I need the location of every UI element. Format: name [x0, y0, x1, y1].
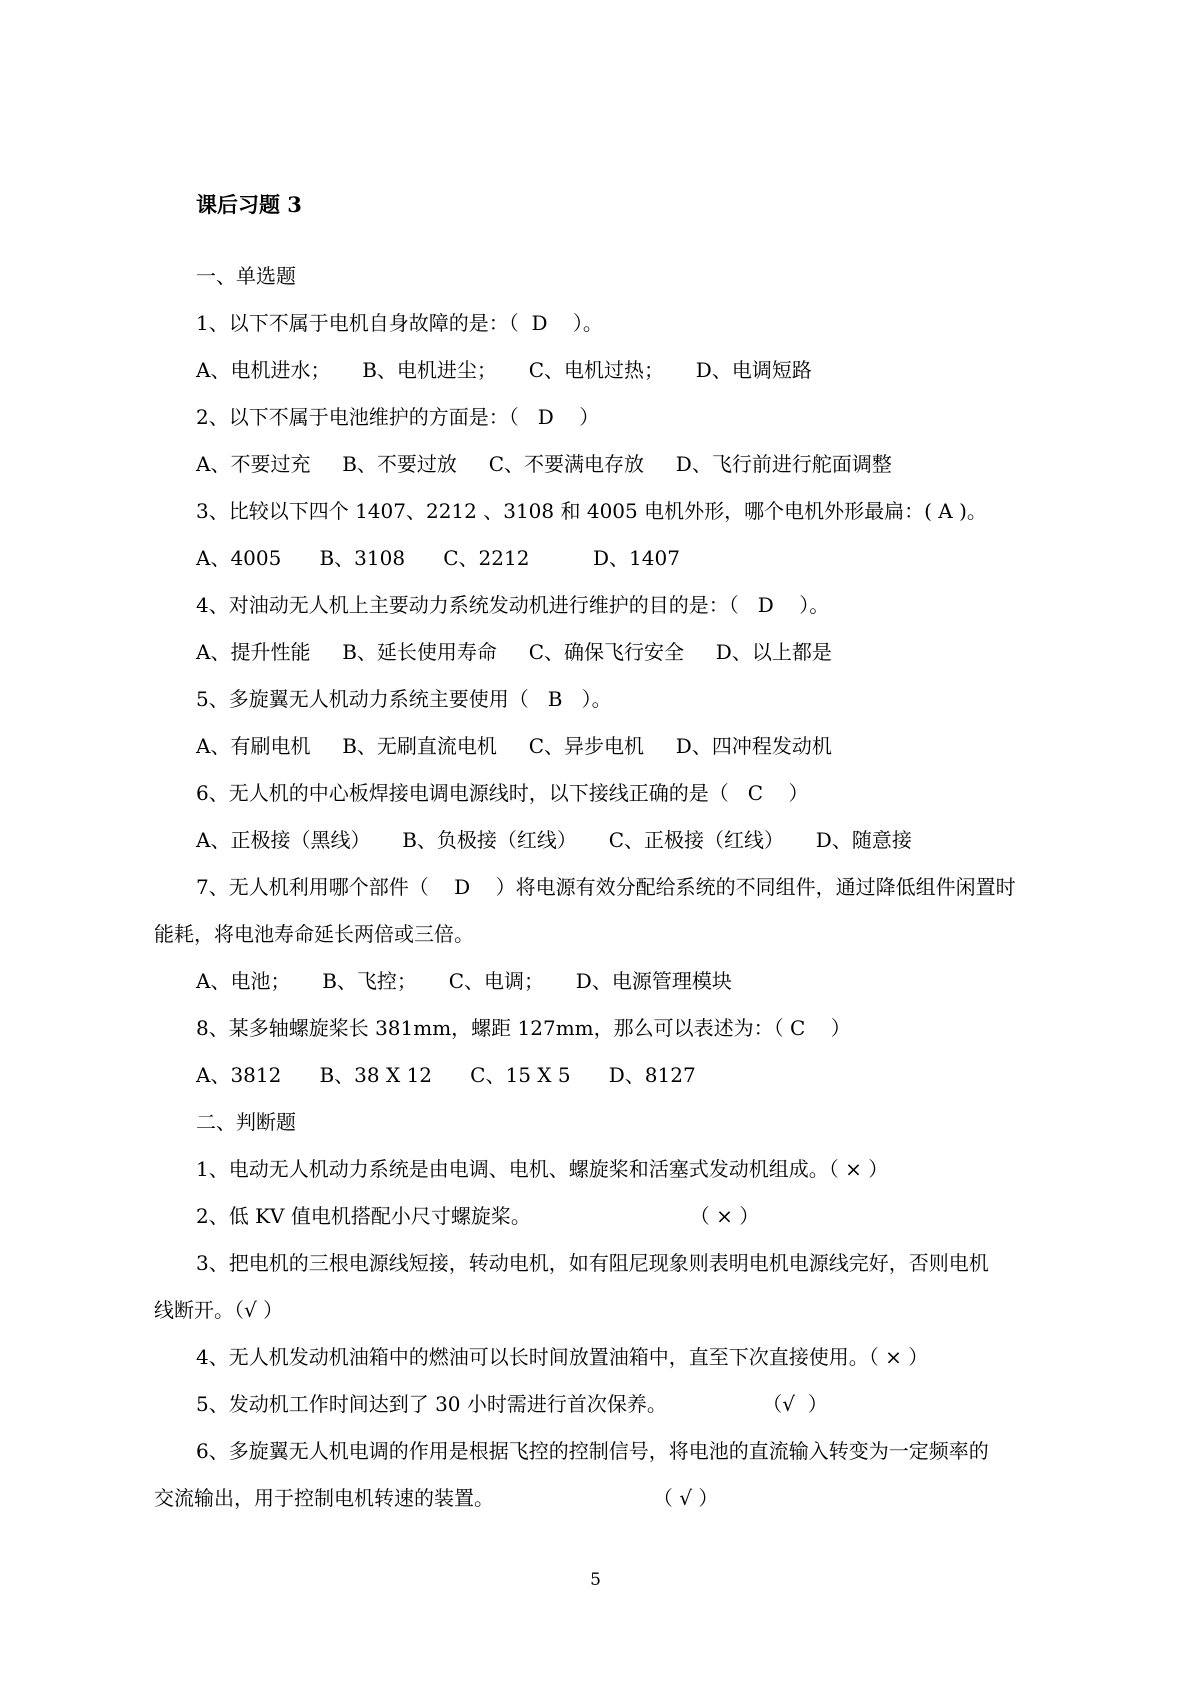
- section-heading-single-choice: 一、单选题: [196, 264, 296, 288]
- judgment-6-line-1: 6、多旋翼无人机电调的作用是根据飞控的控制信号，将电池的直流输入转变为一定频率的: [196, 1439, 989, 1463]
- question-4-options: A、提升性能 B、延长使用寿命 C、确保飞行安全 D、以上都是: [196, 640, 832, 664]
- judgment-3-line-1: 3、把电机的三根电源线短接，转动电机，如有阻尼现象则表明电机电源线完好，否则电机: [196, 1251, 989, 1275]
- page-title: 课后习题 3: [196, 192, 302, 217]
- question-7-line-1: 7、无人机利用哪个部件（ D ）将电源有效分配给系统的不同组件，通过降低组件闲置时: [196, 875, 1016, 899]
- question-5-options: A、有刷电机 B、无刷直流电机 C、异步电机 D、四冲程发动机: [196, 734, 832, 758]
- question-6-options: A、正极接（黑线） B、负极接（红线） C、正极接（红线） D、随意接: [196, 828, 912, 852]
- question-3-options: A、4005 B、3108 C、2212 D、1407: [196, 546, 680, 570]
- question-8-options: A、3812 B、38 X 12 C、15 X 5 D、8127: [196, 1063, 696, 1087]
- question-7-options: A、电池； B、飞控； C、电调； D、电源管理模块: [196, 969, 732, 993]
- judgment-2: 2、低 KV 值电机搭配小尺寸螺旋桨。 （ × ）: [196, 1204, 760, 1228]
- judgment-5: 5、发动机工作时间达到了 30 小时需进行首次保养。 （√ ）: [196, 1392, 828, 1416]
- question-8: 8、某多轴螺旋桨长 381mm，螺距 127mm，那么可以表述为：（ C ）: [196, 1016, 851, 1040]
- question-2-options: A、不要过充 B、不要过放 C、不要满电存放 D、飞行前进行舵面调整: [196, 452, 892, 476]
- judgment-6-line-2: 交流输出，用于控制电机转速的装置。 （ √ ）: [154, 1486, 719, 1510]
- question-4: 4、对油动无人机上主要动力系统发动机进行维护的目的是：（ D ）。: [196, 593, 830, 617]
- question-1-options: A、电机进水； B、电机进尘； C、电机过热； D、电调短路: [196, 358, 812, 382]
- question-6: 6、无人机的中心板焊接电调电源线时，以下接线正确的是（ C ）: [196, 781, 809, 805]
- question-2: 2、以下不属于电池维护的方面是：（ D ）: [196, 405, 600, 429]
- section-heading-true-false: 二、判断题: [196, 1110, 296, 1134]
- question-1: 1、以下不属于电机自身故障的是：（ D ）。: [196, 311, 603, 335]
- judgment-3-line-2: 线断开。（√ ）: [154, 1298, 284, 1322]
- page-number: 5: [590, 1570, 601, 1590]
- judgment-1: 1、电动无人机动力系统是由电调、电机、螺旋桨和活塞式发动机组成。（ × ）: [196, 1157, 889, 1181]
- question-5: 5、多旋翼无人机动力系统主要使用（ B ）。: [196, 687, 612, 711]
- question-3: 3、比较以下四个 1407、2212 、3108 和 4005 电机外形，哪个电机外形最扁：( A )。: [196, 499, 987, 523]
- question-7-line-2: 能耗，将电池寿命延长两倍或三倍。: [154, 922, 474, 946]
- judgment-4: 4、无人机发动机油箱中的燃油可以长时间放置油箱中，直至下次直接使用。（ × ）: [196, 1345, 929, 1369]
